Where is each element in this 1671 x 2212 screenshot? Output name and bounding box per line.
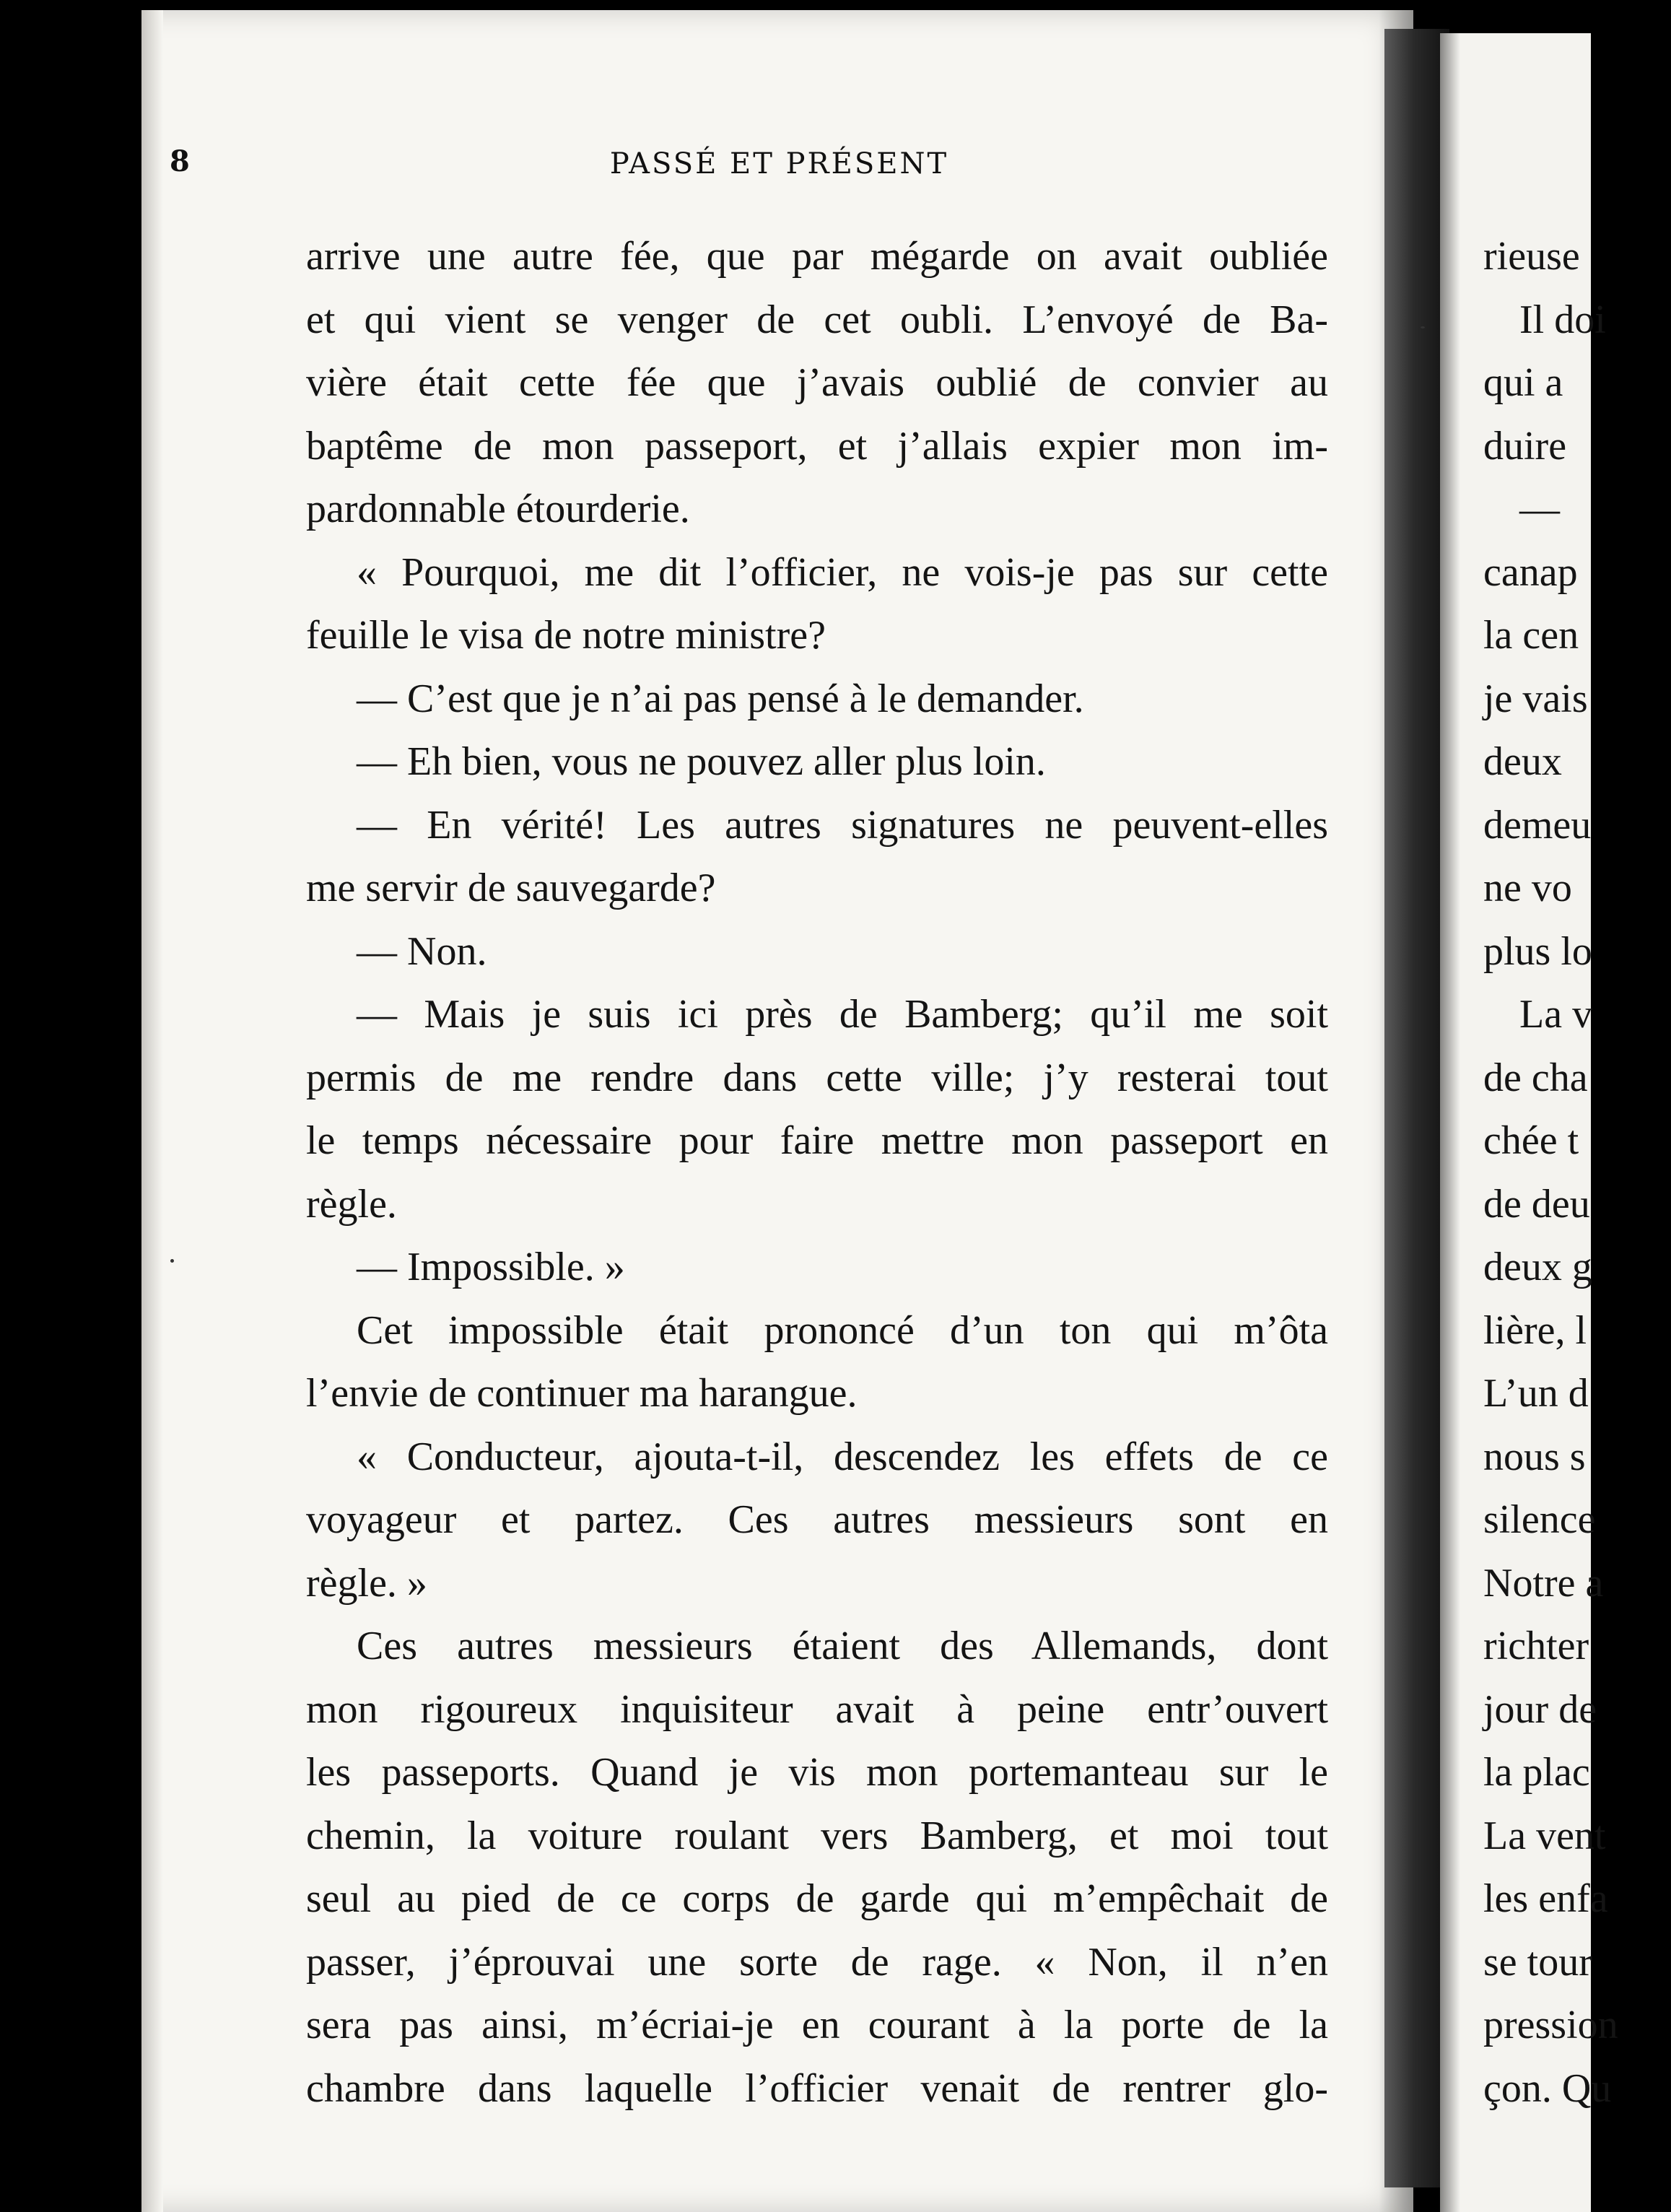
text-line: et qui vient se venger de cet oubli. L’envoyé de Ba-: [306, 297, 1328, 342]
facing-page-line: silence: [1483, 1497, 1596, 1542]
facing-page-line: qui a: [1483, 360, 1563, 405]
facing-page-line: la cen: [1483, 613, 1579, 658]
text-line: — Eh bien, vous ne pouvez aller plus loin.: [357, 739, 1046, 784]
text-line: feuille le visa de notre ministre?: [306, 613, 826, 658]
facing-page-line: deux g: [1483, 1245, 1592, 1289]
facing-page-line: duire: [1483, 423, 1567, 469]
facing-page-line: les enfa: [1483, 1876, 1608, 1921]
facing-page-line: rieuse: [1483, 234, 1580, 279]
facing-page-line: nous s: [1483, 1434, 1586, 1479]
facing-page-line: canap: [1483, 549, 1578, 595]
text-line: — C’est que je n’ai pas pensé à le demander.: [357, 676, 1084, 721]
text-line: règle.: [306, 1181, 397, 1227]
facing-page-line: Notre a: [1483, 1560, 1604, 1606]
facing-page-line: richter: [1483, 1624, 1589, 1668]
text-line: voyageur et partez. Ces autres messieurs sont en: [306, 1497, 1328, 1542]
facing-page-line: La vent: [1483, 1813, 1606, 1858]
text-line: règle. »: [306, 1560, 427, 1606]
scan-speck: [1421, 326, 1425, 328]
text-line: baptême de mon passeport, et j’allais expier mon im-: [306, 423, 1328, 469]
text-line: passer, j’éprouvai une sorte de rage. « Non, il n’en: [306, 1939, 1328, 1985]
text-line: les passeports. Quand je vis mon portemanteau sur le: [306, 1750, 1328, 1795]
text-line: l’envie de continuer ma harangue.: [306, 1371, 858, 1416]
body-text: [306, 225, 1328, 2120]
text-line: permis de me rendre dans cette ville; j’y resterai tout: [306, 1055, 1328, 1100]
text-line: arrive une autre fée, que par mégarde on avait oubliée: [306, 234, 1328, 279]
facing-page-line: se tour: [1483, 1939, 1592, 1985]
facing-page-line: lière, l: [1483, 1307, 1587, 1353]
page-header: [170, 144, 1389, 188]
scan-speck: [170, 1259, 174, 1263]
page-number: 8: [170, 144, 190, 178]
facing-page-line: la plac: [1483, 1750, 1590, 1795]
facing-page-line: pression: [1483, 2003, 1618, 2047]
text-line: seul au pied de ce corps de garde qui m’empêchait de: [306, 1876, 1328, 1921]
running-head: PASSÉ ET PRÉSENT: [609, 147, 949, 180]
text-line: — Non.: [357, 928, 487, 974]
text-line: le temps nécessaire pour faire mettre mon passeport en: [306, 1118, 1328, 1163]
text-line: chemin, la voiture roulant vers Bamberg, et moi tout: [306, 1813, 1328, 1858]
text-line: vière était cette fée que j’avais oublié de convier au: [306, 360, 1328, 405]
facing-page-line: L’un d: [1483, 1371, 1589, 1416]
facing-page-line: je vais: [1483, 676, 1588, 721]
text-line: — En vérité! Les autres signatures ne peuvent-elles: [357, 802, 1328, 848]
text-line: — Mais je suis ici près de Bamberg; qu’il me soit: [357, 992, 1328, 1037]
facing-page-line: deux: [1483, 739, 1562, 784]
text-line: me servir de sauvegarde?: [306, 866, 716, 910]
text-line: pardonnable étourderie.: [306, 487, 690, 531]
text-line: Cet impossible était prononcé d’un ton qui m’ôta: [357, 1307, 1328, 1353]
text-line: — Impossible. »: [357, 1245, 625, 1289]
facing-page-line: ne vo: [1483, 866, 1572, 910]
facing-page-line: jour de: [1483, 1686, 1597, 1732]
text-line: Ces autres messieurs étaient des Allemands, dont: [357, 1624, 1328, 1668]
facing-page-line: —: [1519, 487, 1560, 531]
facing-page-text: [1483, 225, 1671, 2120]
facing-page-line: chée t: [1483, 1118, 1579, 1163]
text-line: « Pourquoi, me dit l’officier, ne vois-je pas sur cette: [357, 549, 1328, 595]
facing-page-line: çon. Qu: [1483, 2065, 1612, 2111]
text-line: chambre dans laquelle l’officier venait de rentrer glo-: [306, 2065, 1328, 2111]
text-line: mon rigoureux inquisiteur avait à peine entr’ouvert: [306, 1686, 1328, 1732]
text-line: sera pas ainsi, m’écriai-je en courant à la porte de la: [306, 2003, 1328, 2047]
facing-page-line: de cha: [1483, 1055, 1588, 1100]
facing-page-line: demeu: [1483, 802, 1592, 848]
facing-page-line: Il doi: [1519, 297, 1606, 342]
facing-page-line: La v: [1519, 992, 1593, 1037]
text-line: « Conducteur, ajouta-t-il, descendez les effets de ce: [357, 1434, 1328, 1479]
facing-page-line: de deu: [1483, 1181, 1590, 1227]
facing-page-line: plus lo: [1483, 928, 1592, 974]
